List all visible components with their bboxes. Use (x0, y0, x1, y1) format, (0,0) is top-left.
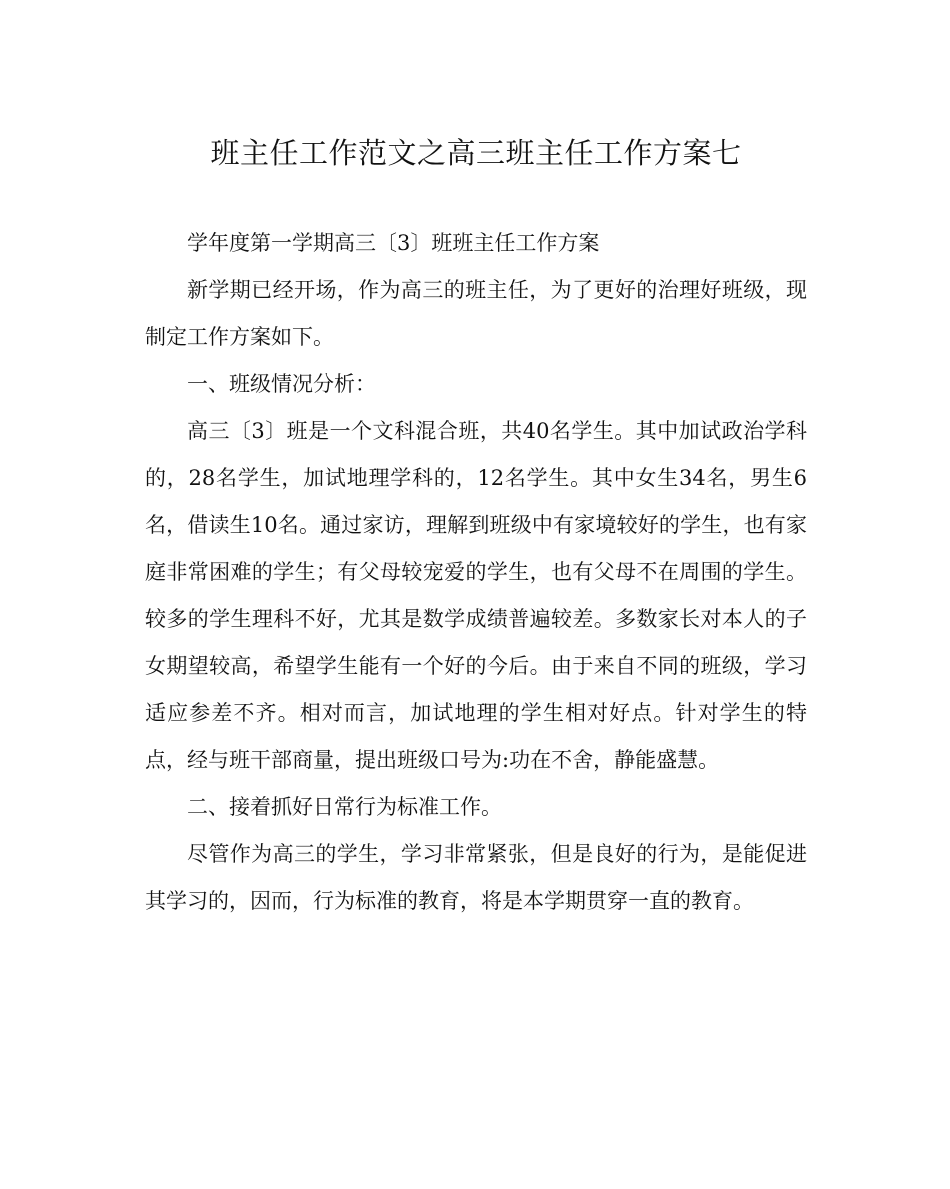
paragraph-semester-plan-heading: 学年度第一学期高三〔3〕班班主任工作方案 (187, 231, 600, 255)
paragraph-introduction: 新学期已经开场，作为高三的班主任，为了更好的治理好班级，现制定工作方案如下。 (145, 278, 807, 349)
paragraph-class-analysis: 高三〔3〕班是一个文科混合班，共40名学生。其中加试政治学科的，28名学生，加试地理学科的，12名学生。其中女生34名，男生6名，借读生10名。通过家访，理解到班级中有家境较好的学生，也有家庭非常困难的学生；有父母较宠爱的学生，也有父母不在周围的学生。较多的学生理科不好，尤其是数学成绩普遍较差。多数家长对本人的子女期望较高，希望学生能有一个好的今后。由于来自不同的班级，学习适应参差不齐。相对而言，加试地理的学生相对好点。针对学生的特点，经与班干部商量，提出班级口号为:功在不舍，静能盛慧。 (145, 419, 807, 772)
section-heading-class-analysis: 一、班级情况分析： (187, 372, 376, 396)
document-body (145, 220, 807, 925)
section-heading-daily-behavior: 二、接着抓好日常行为标准工作。 (187, 795, 502, 819)
paragraph-daily-behavior: 尽管作为高三的学生，学习非常紧张，但是良好的行为，是能促进其学习的，因而，行为标准的教育，将是本学期贯穿一直的教育。 (145, 842, 807, 913)
document-title: 班主任工作范文之高三班主任工作方案七 (210, 136, 742, 170)
